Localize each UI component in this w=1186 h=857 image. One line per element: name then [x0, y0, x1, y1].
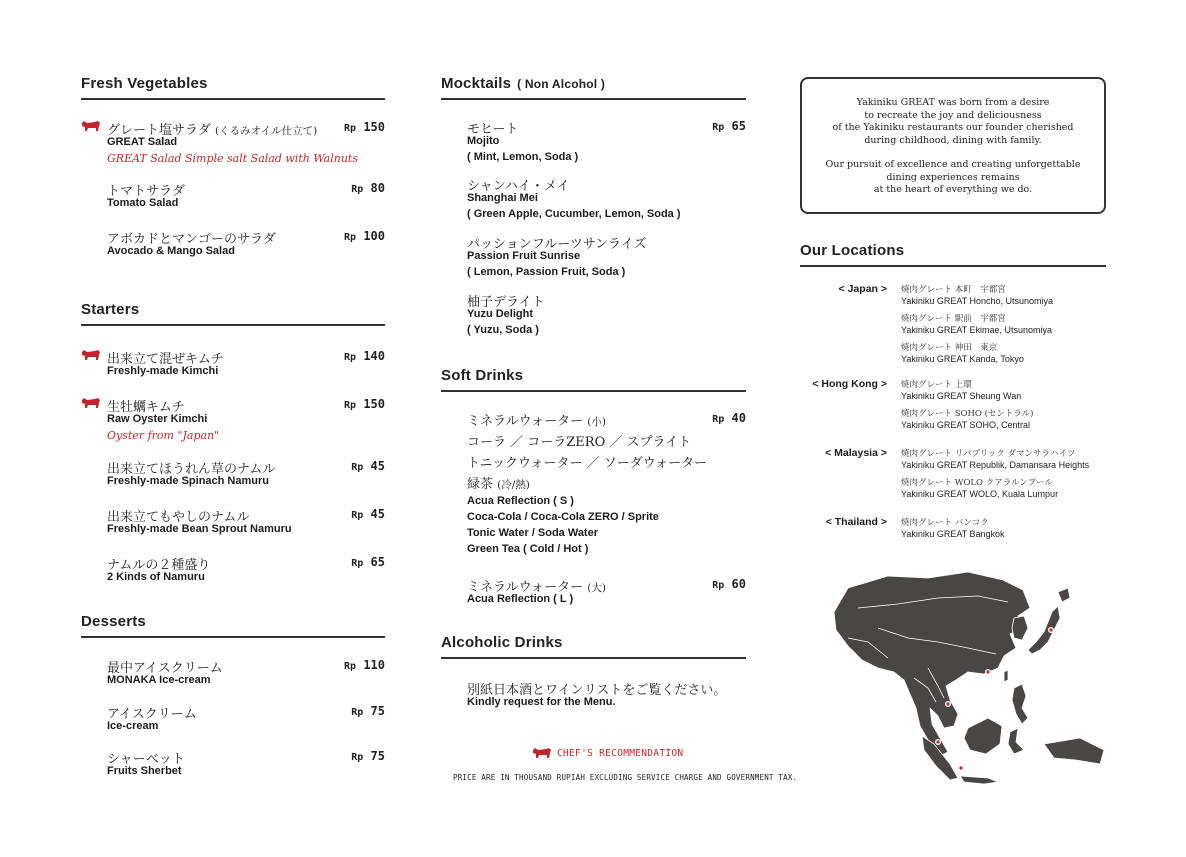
section-alcoholic-drinks [441, 634, 746, 659]
item-name-en: 2 Kinds of Namuru [107, 571, 205, 583]
item-price: Rp 140 [344, 349, 385, 363]
item-name-jp: 出来立て混ぜキムチ [107, 352, 224, 367]
location-entry: 焼肉グレート WOLO クアラルンプール Yakiniku GREAT WOLO, Kuala Lumpur [901, 478, 1059, 499]
country-label: < Japan > [838, 283, 887, 295]
section-our-locations [800, 242, 1106, 267]
section-title: Desserts [81, 613, 146, 630]
item-name-en: Yuzu Delight [467, 308, 533, 320]
item-ingredients: ( Mint, Lemon, Soda ) [467, 151, 579, 163]
section-header [81, 301, 385, 326]
item-name-jp: グレート塩サラダ (くるみオイル仕立て) [107, 123, 318, 138]
item-name-jp: 生牡蠣キムチ [107, 400, 185, 415]
location-marker-icon [1048, 627, 1054, 633]
map-new-guinea [1044, 738, 1104, 764]
chef-recommendation-legend [532, 747, 683, 759]
country-label: < Thailand > [825, 516, 887, 528]
item-name-en: Raw Oyster Kimchi [107, 413, 208, 425]
story-line: to recreate the joy and deliciousness [864, 109, 1042, 121]
item-name-jp: トマトサラダ [107, 184, 185, 199]
item-name-jp: モヒート [467, 122, 519, 137]
map-korea [1012, 616, 1028, 640]
item-name-jp: 出来立てもやしのナムル [107, 510, 250, 525]
item-name-en: Ice-cream [107, 720, 159, 732]
location-entry: 焼肉グレート 神田 東京 Yakiniku GREAT Kanda, Tokyo [901, 343, 1024, 364]
item-note: Oyster from "Japan" [107, 429, 220, 442]
item-price: Rp 45 [351, 507, 385, 521]
price-disclaimer: PRICE ARE IN THOUSAND RUPIAH EXCLUDING SERVICE CHARGE AND GOVERNMENT TAX. [453, 773, 798, 782]
item-name-en: Mojito [467, 135, 500, 147]
story-line: during childhood, dining with family. [864, 134, 1042, 146]
map-taiwan [1004, 670, 1008, 682]
beef-icon [532, 747, 552, 759]
map-philippines [1012, 684, 1028, 724]
item-name-jp: 別紙日本酒とワインリストをご覧ください。 [467, 683, 727, 698]
item-name-en: Freshly-made Spinach Namuru [107, 475, 269, 487]
section-title: Mocktails ( Non Alcohol ) [441, 75, 606, 92]
location-marker-icon [935, 739, 941, 745]
section-mocktails [441, 75, 746, 100]
item-name-jp: アイスクリーム [107, 707, 197, 722]
section-header [441, 634, 746, 659]
section-soft-drinks [441, 367, 746, 392]
map-borneo [964, 718, 1002, 754]
brand-story-box [800, 77, 1106, 214]
item-price: Rp 65 [351, 555, 385, 569]
item-name-jp: シャーベット [107, 752, 185, 767]
item-ingredients: ( Green Apple, Cucumber, Lemon, Soda ) [467, 208, 681, 220]
item-name-jp: 最中アイスクリーム [107, 661, 223, 676]
item-name-en: Shanghai Mei [467, 192, 538, 204]
story-line: of the Yakiniku restaurants our founder cherished [832, 122, 1074, 133]
section-title: Our Locations [800, 242, 905, 259]
item-name-en: Coca-Cola / Coca-Cola ZERO / Sprite [467, 511, 659, 523]
item-price: Rp 150 [344, 397, 385, 411]
country-label: < Hong Kong > [812, 378, 887, 390]
asia-map [818, 568, 1108, 793]
item-name-en: Kindly request for the Menu. [467, 696, 616, 708]
item-name-en: Passion Fruit Sunrise [467, 250, 581, 262]
section-title: Soft Drinks [441, 367, 524, 384]
item-name-en: Avocado & Mango Salad [107, 245, 235, 257]
section-header [81, 613, 385, 638]
item-price: Rp 150 [344, 120, 385, 134]
section-desserts [81, 613, 385, 638]
item-name-en: Tonic Water / Soda Water [467, 527, 598, 539]
item-name-en: Tomato Salad [107, 197, 179, 209]
item-ingredients: ( Lemon, Passion Fruit, Soda ) [467, 266, 626, 278]
section-title: Fresh Vegetables [81, 75, 208, 92]
section-header [441, 75, 746, 100]
section-title: Starters [81, 301, 140, 318]
item-name-jp: パッションフルーツサンライズ [467, 237, 647, 252]
item-price: Rp 40 [712, 411, 746, 425]
map-japan [1028, 606, 1060, 654]
item-name-en: Green Tea ( Cold / Hot ) [467, 543, 589, 555]
item-price: Rp 65 [712, 119, 746, 133]
item-name-jp: トニックウォーター ／ ソーダウォーター [467, 456, 708, 471]
location-entry: 焼肉グレート バンコク Yakiniku GREAT Bangkok [901, 518, 1005, 539]
location-entry: 焼肉グレート SOHO (セントラル) Yakiniku GREAT SOHO, Central [901, 409, 1034, 430]
item-price: Rp 75 [351, 749, 385, 763]
item-name-en: Acua Reflection ( S ) [467, 495, 574, 507]
beef-icon [81, 397, 101, 409]
beef-icon [81, 120, 101, 132]
section-starters [81, 301, 385, 326]
country-label: < Malaysia > [825, 447, 887, 459]
section-fresh-vegetables [81, 75, 385, 100]
beef-icon [81, 349, 101, 361]
location-entry: 焼肉グレート リパブリック ダマンサラハイツ Yakiniku GREAT Republik, Damansara Heights [901, 449, 1090, 470]
location-entry: 焼肉グレート 駅前 宇都宮 Yakiniku GREAT Ekimae, Utsunomiya [901, 314, 1053, 335]
item-price: Rp 60 [712, 577, 746, 591]
item-price: Rp 110 [344, 658, 385, 672]
item-name-en: Freshly-made Bean Sprout Namuru [107, 523, 292, 535]
item-name-en: Fruits Sherbet [107, 765, 182, 777]
item-name-en: MONAKA Ice-cream [107, 674, 211, 686]
item-price: Rp 100 [344, 229, 385, 243]
item-name-en: Freshly-made Kimchi [107, 365, 219, 377]
item-note: GREAT Salad Simple salt Salad with Walnuts [107, 152, 358, 165]
map-sulawesi [1008, 728, 1024, 754]
location-entry: 焼肉グレート 本町 宇都宮 Yakiniku GREAT Honcho, Utsunomiya [901, 285, 1054, 306]
item-name-jp: 出来立てほうれん草のナムル [107, 462, 276, 477]
location-entry: 焼肉グレート 上環 Yakiniku GREAT Sheung Wan [901, 380, 1022, 401]
item-name-jp: 緑茶 (冷/熱) [467, 477, 530, 492]
item-name-jp: 柚子デライト [467, 295, 545, 310]
section-header [800, 242, 1106, 267]
item-name-jp: コーラ ／ コーラZERO ／ スプライト [467, 435, 692, 450]
item-price: Rp 80 [351, 181, 385, 195]
location-marker-icon [985, 669, 991, 675]
item-name-jp: ナムルの２種盛り [107, 558, 211, 573]
story-line: dining experiences remains [886, 171, 1020, 183]
section-header [81, 75, 385, 100]
location-marker-icon [945, 701, 951, 707]
item-price: Rp 45 [351, 459, 385, 473]
item-ingredients: ( Yuzu, Soda ) [467, 324, 539, 336]
item-name-jp: アボカドとマンゴーのサラダ [107, 232, 276, 247]
item-name-jp: シャンハイ・メイ [467, 179, 570, 194]
chef-recommendation-label: CHEF'S RECOMMENDATION [557, 747, 684, 759]
map-hokkaido [1058, 588, 1070, 602]
section-title: Alcoholic Drinks [441, 634, 563, 651]
location-marker-icon [958, 765, 964, 771]
item-name-jp: ミネラルウォーター (大) [467, 580, 606, 595]
section-header [441, 367, 746, 392]
story-line: at the heart of everything we do. [873, 184, 1033, 195]
section-subtitle: ( Non Alcohol ) [517, 77, 606, 91]
item-name-en: GREAT Salad [107, 136, 178, 148]
story-line: Our pursuit of excellence and creating unforgettable [825, 159, 1081, 170]
item-name-jp: ミネラルウォーター (小) [467, 414, 606, 429]
item-price: Rp 75 [351, 704, 385, 718]
map-java [960, 776, 998, 784]
story-line: Yakiniku GREAT was born from a desire [856, 97, 1050, 108]
item-name-en: Acua Reflection ( L ) [467, 593, 574, 605]
